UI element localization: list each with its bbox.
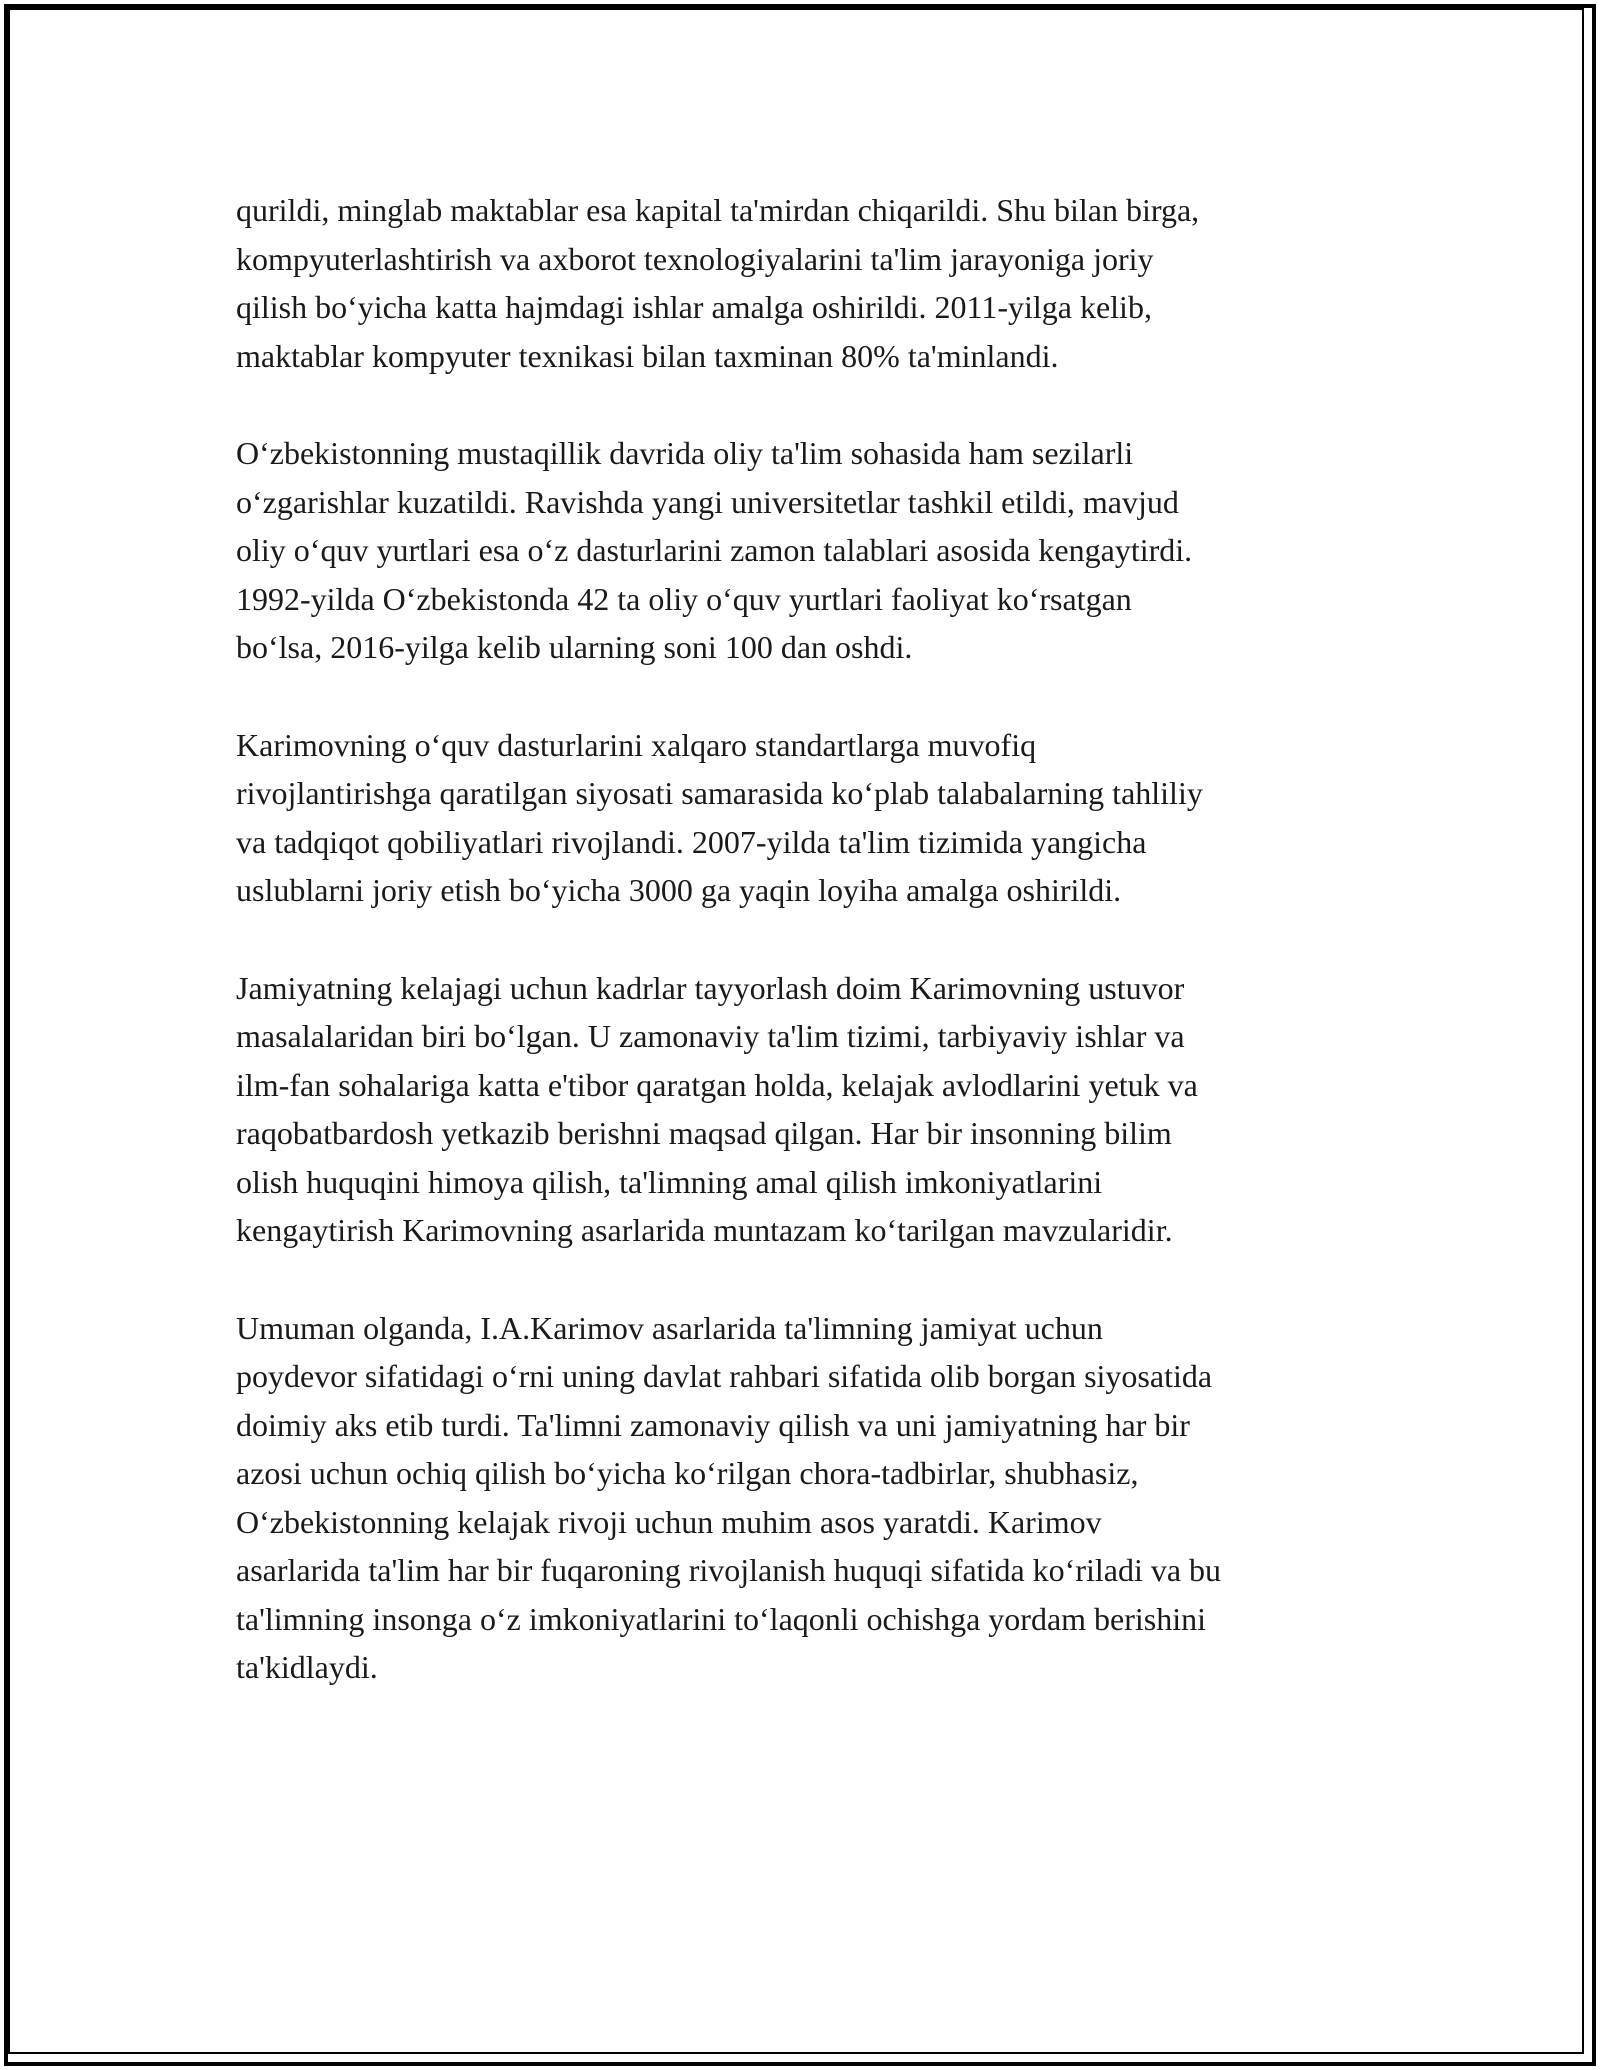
text-line: ta'kidlaydi.: [236, 1649, 378, 1685]
text-line: azosi uchun ochiq qilish boʻyicha koʻrilgan chora-tadbirlar, shubhasiz,: [236, 1455, 1139, 1491]
text-line: qurildi, minglab maktablar esa kapital ta'mirdan chiqarildi. Shu bilan birga,: [236, 192, 1200, 228]
paragraph-4: [236, 964, 1366, 1255]
text-line: asarlarida ta'lim har bir fuqaroning rivojlanish huquqi sifatida koʻriladi va bu: [236, 1552, 1222, 1588]
paragraph-5: [236, 1304, 1366, 1692]
text-line: oliy oʻquv yurtlari esa oʻz dasturlarini zamon talablari asosida kengaytirdi.: [236, 532, 1193, 568]
text-line: rivojlantirishga qaratilgan siyosati samarasida koʻplab talabalarning tahliliy: [236, 775, 1203, 811]
text-line: kompyuterlashtirish va axborot texnologiyalarini ta'lim jarayoniga joriy: [236, 240, 1154, 277]
text-line: oʻzgarishlar kuzatildi. Ravishda yangi universitetlar tashkil etildi, mavjud: [236, 483, 1179, 520]
text-line: kengaytirish Karimovning asarlarida muntazam koʻtarilgan mavzularidir.: [236, 1212, 1173, 1248]
text-line: Jamiyatning kelajagi uchun kadrlar tayyorlash doim Karimovning ustuvor: [236, 969, 1185, 1006]
text-line: boʻlsa, 2016-yilga kelib ularning soni 100 dan oshdi.: [236, 629, 913, 665]
text-line: masalalaridan biri boʻlgan. U zamonaviy ta'lim tizimi, tarbiyaviy ishlar va: [236, 1018, 1185, 1054]
text-line: raqobatbardosh yetkazib berishni maqsad qilgan. Har bir insonning bilim: [236, 1115, 1172, 1151]
text-line: Oʻzbekistonning kelajak rivoji uchun muhim asos yaratdi. Karimov: [236, 1503, 1102, 1540]
text-line: va tadqiqot qobiliyatlari rivojlandi. 2007-yilda ta'lim tizimida yangicha: [236, 823, 1147, 860]
text-line: Umuman olganda, I.A.Karimov asarlarida ta'limning jamiyat uchun: [236, 1309, 1103, 1346]
text-line: ilm-fan sohalariga katta e'tibor qaratgan holda, kelajak avlodlarini yetuk va: [236, 1066, 1198, 1103]
text-line: Oʻzbekistonning mustaqillik davrida oliy ta'lim sohasida ham sezilarli: [236, 435, 1134, 471]
text-line: uslublarni joriy etish boʻyicha 3000 ga yaqin loyiha amalga oshirildi.: [236, 872, 1122, 908]
text-line: doimiy aks etib turdi. Ta'limni zamonaviy qilish va uni jamiyatning har bir: [236, 1406, 1190, 1443]
paragraph-1: [236, 186, 1366, 380]
text-line: maktablar kompyuter texnikasi bilan taxminan 80% ta'minlandi.: [236, 337, 1059, 374]
text-line: ta'limning insonga oʻz imkoniyatlarini toʻlaqonli ochishga yordam berishini: [236, 1600, 1207, 1637]
text-line: olish huquqini himoya qilish, ta'limning amal qilish imkoniyatlarini: [236, 1163, 1103, 1200]
paragraph-3: [236, 721, 1366, 915]
text-line: qilish boʻyicha katta hajmdagi ishlar amalga oshirildi. 2011-yilga kelib,: [236, 289, 1152, 325]
text-line: 1992-yilda Oʻzbekistonda 42 ta oliy oʻquv yurtlari faoliyat koʻrsatgan: [236, 580, 1132, 617]
text-line: Karimovning oʻquv dasturlarini xalqaro standartlarga muvofiq: [236, 726, 1037, 763]
text-line: poydevor sifatidagi oʻrni uning davlat rahbari sifatida olib borgan siyosatida: [236, 1358, 1213, 1394]
document-body: [236, 186, 1366, 1741]
paragraph-2: [236, 429, 1366, 672]
